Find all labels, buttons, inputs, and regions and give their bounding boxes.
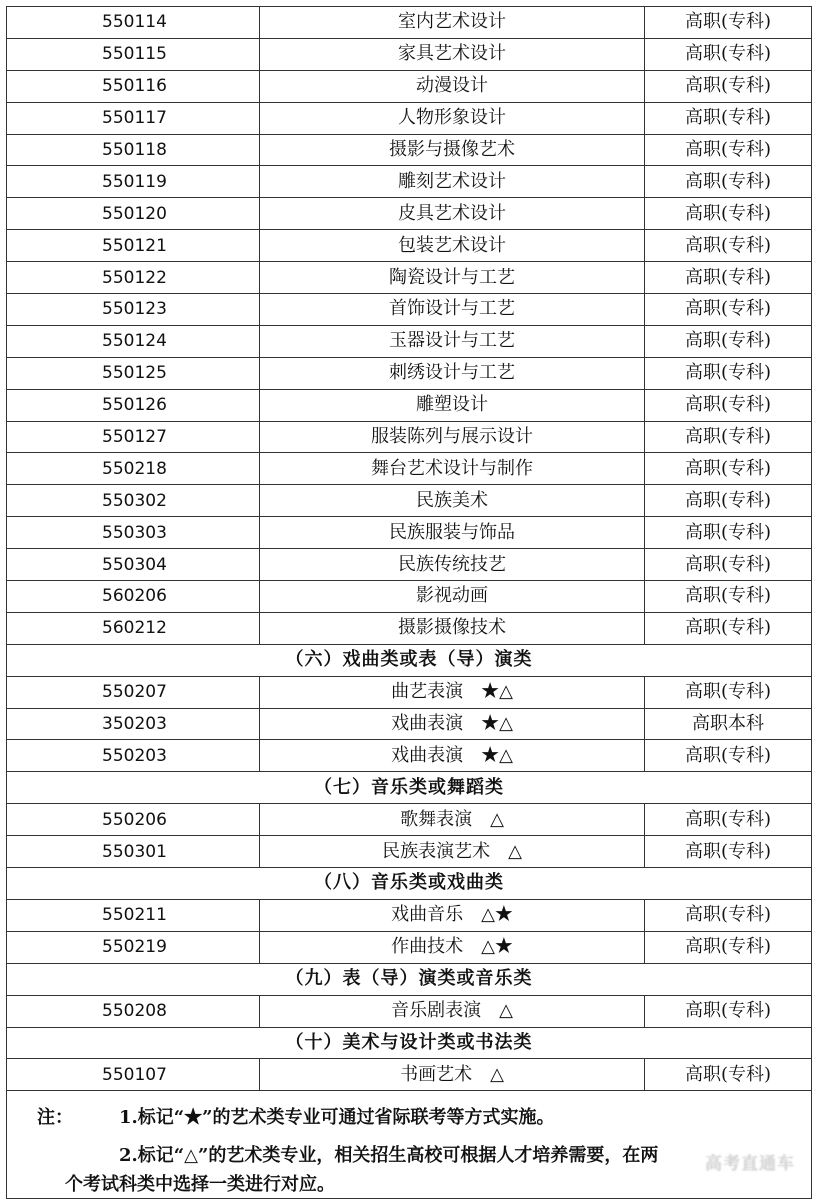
table-row bbox=[7, 389, 812, 421]
major-name: 人物形象设计 bbox=[260, 102, 645, 134]
education-level: 高职(专科) bbox=[645, 134, 812, 166]
education-level: 高职(专科) bbox=[645, 995, 812, 1027]
education-level: 高职(专科) bbox=[645, 1059, 812, 1091]
education-level: 高职(专科) bbox=[645, 453, 812, 485]
major-code: 550125 bbox=[7, 357, 260, 389]
major-name: 作曲技术 △★ bbox=[260, 931, 645, 963]
education-level: 高职(专科) bbox=[645, 612, 812, 644]
education-level: 高职(专科) bbox=[645, 102, 812, 134]
major-name: 戏曲音乐 △★ bbox=[260, 899, 645, 931]
major-code: 550115 bbox=[7, 38, 260, 70]
major-code: 550121 bbox=[7, 230, 260, 262]
major-code: 550303 bbox=[7, 517, 260, 549]
table-row bbox=[7, 708, 812, 740]
major-code: 550218 bbox=[7, 453, 260, 485]
table-row bbox=[7, 70, 812, 102]
table-row bbox=[7, 485, 812, 517]
section-header-row bbox=[7, 772, 812, 804]
table-row bbox=[7, 581, 812, 613]
major-code: 550208 bbox=[7, 995, 260, 1027]
note-2-line-1: 2.标记“△”的艺术类专业，相关招生高校可根据人才培养需要，在两 bbox=[119, 1145, 659, 1167]
table-row bbox=[7, 612, 812, 644]
major-name: 民族传统技艺 bbox=[260, 549, 645, 581]
table-row bbox=[7, 676, 812, 708]
education-level: 高职(专科) bbox=[645, 804, 812, 836]
major-code: 550119 bbox=[7, 166, 260, 198]
major-code: 550304 bbox=[7, 549, 260, 581]
notes-box bbox=[6, 1091, 812, 1199]
education-level: 高职(专科) bbox=[645, 38, 812, 70]
majors-table-body bbox=[7, 7, 812, 1091]
table-row bbox=[7, 740, 812, 772]
major-name: 服装陈列与展示设计 bbox=[260, 421, 645, 453]
table-row bbox=[7, 804, 812, 836]
section-title: （九）表（导）演类或音乐类 bbox=[7, 963, 812, 995]
notes-label: 注： bbox=[37, 1107, 73, 1129]
table-row bbox=[7, 38, 812, 70]
education-level: 高职(专科) bbox=[645, 517, 812, 549]
table-row bbox=[7, 357, 812, 389]
major-name: 民族美术 bbox=[260, 485, 645, 517]
education-level: 高职(专科) bbox=[645, 262, 812, 294]
major-code: 550123 bbox=[7, 294, 260, 326]
major-code: 550118 bbox=[7, 134, 260, 166]
education-level: 高职(专科) bbox=[645, 549, 812, 581]
major-name: 歌舞表演 △ bbox=[260, 804, 645, 836]
education-level: 高职(专科) bbox=[645, 740, 812, 772]
section-header-row bbox=[7, 1027, 812, 1059]
major-name: 皮具艺术设计 bbox=[260, 198, 645, 230]
note-2-line-2: 个考试科类中选择一类进行对应。 bbox=[65, 1174, 335, 1196]
major-code: 550203 bbox=[7, 740, 260, 772]
section-title: （八）音乐类或戏曲类 bbox=[7, 868, 812, 900]
major-name: 书画艺术 △ bbox=[260, 1059, 645, 1091]
table-row bbox=[7, 166, 812, 198]
major-name: 玉器设计与工艺 bbox=[260, 325, 645, 357]
major-name: 戏曲表演 ★△ bbox=[260, 740, 645, 772]
education-level: 高职(专科) bbox=[645, 931, 812, 963]
table-row bbox=[7, 294, 812, 326]
education-level: 高职本科 bbox=[645, 708, 812, 740]
major-name: 包装艺术设计 bbox=[260, 230, 645, 262]
major-name: 摄影摄像技术 bbox=[260, 612, 645, 644]
section-header-row bbox=[7, 963, 812, 995]
table-row bbox=[7, 230, 812, 262]
major-code: 560212 bbox=[7, 612, 260, 644]
table-row bbox=[7, 549, 812, 581]
major-name: 戏曲表演 ★△ bbox=[260, 708, 645, 740]
note-1: 1.标记“★”的艺术类专业可通过省际联考等方式实施。 bbox=[119, 1107, 555, 1129]
section-header-row bbox=[7, 868, 812, 900]
education-level: 高职(专科) bbox=[645, 581, 812, 613]
majors-table bbox=[6, 6, 812, 1091]
table-row bbox=[7, 134, 812, 166]
major-code: 350203 bbox=[7, 708, 260, 740]
education-level: 高职(专科) bbox=[645, 676, 812, 708]
education-level: 高职(专科) bbox=[645, 421, 812, 453]
table-row bbox=[7, 325, 812, 357]
section-header-row bbox=[7, 644, 812, 676]
section-title: （七）音乐类或舞蹈类 bbox=[7, 772, 812, 804]
table-row bbox=[7, 899, 812, 931]
major-name: 曲艺表演 ★△ bbox=[260, 676, 645, 708]
major-code: 550206 bbox=[7, 804, 260, 836]
education-level: 高职(专科) bbox=[645, 389, 812, 421]
major-code: 550117 bbox=[7, 102, 260, 134]
major-code: 550120 bbox=[7, 198, 260, 230]
table-row bbox=[7, 421, 812, 453]
major-code: 550114 bbox=[7, 7, 260, 39]
education-level: 高职(专科) bbox=[645, 7, 812, 39]
major-name: 摄影与摄像艺术 bbox=[260, 134, 645, 166]
section-title: （十）美术与设计类或书法类 bbox=[7, 1027, 812, 1059]
table-row bbox=[7, 931, 812, 963]
major-code: 550207 bbox=[7, 676, 260, 708]
education-level: 高职(专科) bbox=[645, 357, 812, 389]
table-row bbox=[7, 1059, 812, 1091]
major-code: 560206 bbox=[7, 581, 260, 613]
major-code: 550127 bbox=[7, 421, 260, 453]
major-name: 民族服装与饰品 bbox=[260, 517, 645, 549]
watermark-text: 高考直通车 bbox=[705, 1154, 795, 1174]
major-name: 音乐剧表演 △ bbox=[260, 995, 645, 1027]
education-level: 高职(专科) bbox=[645, 70, 812, 102]
major-name: 陶瓷设计与工艺 bbox=[260, 262, 645, 294]
table-row bbox=[7, 836, 812, 868]
major-name: 雕刻艺术设计 bbox=[260, 166, 645, 198]
major-name: 家具艺术设计 bbox=[260, 38, 645, 70]
education-level: 高职(专科) bbox=[645, 899, 812, 931]
education-level: 高职(专科) bbox=[645, 836, 812, 868]
major-name: 动漫设计 bbox=[260, 70, 645, 102]
major-code: 550211 bbox=[7, 899, 260, 931]
table-row bbox=[7, 102, 812, 134]
major-code: 550301 bbox=[7, 836, 260, 868]
table-row bbox=[7, 453, 812, 485]
major-name: 影视动画 bbox=[260, 581, 645, 613]
major-name: 室内艺术设计 bbox=[260, 7, 645, 39]
major-code: 550302 bbox=[7, 485, 260, 517]
education-level: 高职(专科) bbox=[645, 230, 812, 262]
table-row bbox=[7, 7, 812, 39]
education-level: 高职(专科) bbox=[645, 325, 812, 357]
education-level: 高职(专科) bbox=[645, 294, 812, 326]
education-level: 高职(专科) bbox=[645, 198, 812, 230]
major-name: 首饰设计与工艺 bbox=[260, 294, 645, 326]
major-code: 550219 bbox=[7, 931, 260, 963]
table-row bbox=[7, 198, 812, 230]
major-name: 刺绣设计与工艺 bbox=[260, 357, 645, 389]
education-level: 高职(专科) bbox=[645, 485, 812, 517]
major-code: 550124 bbox=[7, 325, 260, 357]
section-title: （六）戏曲类或表（导）演类 bbox=[7, 644, 812, 676]
major-name: 民族表演艺术 △ bbox=[260, 836, 645, 868]
document bbox=[6, 6, 812, 1199]
table-row bbox=[7, 262, 812, 294]
major-name: 雕塑设计 bbox=[260, 389, 645, 421]
major-code: 550122 bbox=[7, 262, 260, 294]
table-row bbox=[7, 995, 812, 1027]
major-code: 550126 bbox=[7, 389, 260, 421]
major-name: 舞台艺术设计与制作 bbox=[260, 453, 645, 485]
major-code: 550107 bbox=[7, 1059, 260, 1091]
major-code: 550116 bbox=[7, 70, 260, 102]
table-row bbox=[7, 517, 812, 549]
education-level: 高职(专科) bbox=[645, 166, 812, 198]
